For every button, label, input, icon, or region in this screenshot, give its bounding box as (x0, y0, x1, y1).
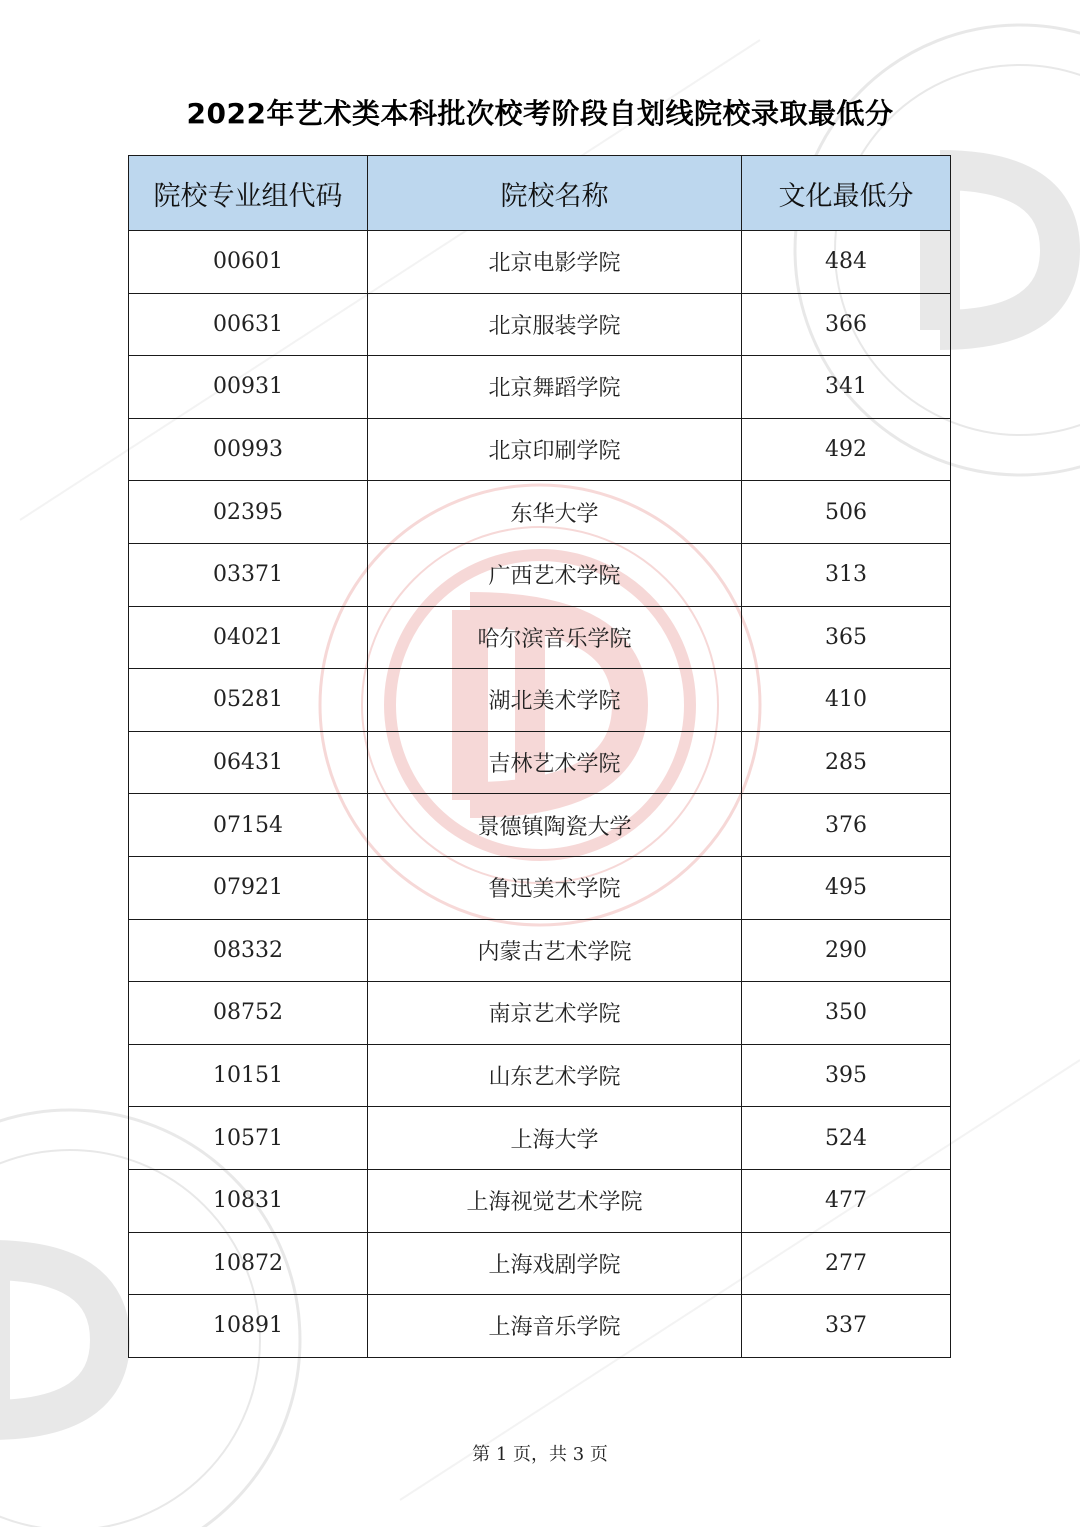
cell-code: 10151 (129, 1044, 368, 1107)
cell-score: 376 (742, 794, 951, 857)
cell-code: 03371 (129, 543, 368, 606)
cell-code: 00931 (129, 356, 368, 419)
table-row (129, 1044, 951, 1107)
cell-name: 景德镇陶瓷大学 (368, 794, 742, 857)
cell-score: 524 (742, 1107, 951, 1170)
cell-score: 313 (742, 543, 951, 606)
cell-name: 南京艺术学院 (368, 982, 742, 1045)
cell-score: 410 (742, 669, 951, 732)
cell-code: 10831 (129, 1169, 368, 1232)
table-row (129, 669, 951, 732)
cell-code: 10872 (129, 1232, 368, 1295)
cell-code: 00601 (129, 231, 368, 294)
header-name: 院校名称 (368, 156, 742, 231)
table-row (129, 418, 951, 481)
header-code: 院校专业组代码 (129, 156, 368, 231)
header-score: 文化最低分 (742, 156, 951, 231)
cell-code: 02395 (129, 481, 368, 544)
table-row (129, 919, 951, 982)
cell-name: 上海戏剧学院 (368, 1232, 742, 1295)
cell-code: 08752 (129, 982, 368, 1045)
cell-score: 285 (742, 731, 951, 794)
admission-score-table (128, 155, 951, 1358)
table-row (129, 1169, 951, 1232)
cell-score: 484 (742, 231, 951, 294)
cell-score: 365 (742, 606, 951, 669)
table-row (129, 1232, 951, 1295)
cell-score: 277 (742, 1232, 951, 1295)
table-row (129, 356, 951, 419)
cell-score: 337 (742, 1295, 951, 1358)
cell-name: 东华大学 (368, 481, 742, 544)
cell-code: 10571 (129, 1107, 368, 1170)
cell-code: 00631 (129, 293, 368, 356)
cell-name: 上海视觉艺术学院 (368, 1169, 742, 1232)
cell-score: 495 (742, 856, 951, 919)
cell-score: 492 (742, 418, 951, 481)
table-row (129, 543, 951, 606)
cell-name: 北京印刷学院 (368, 418, 742, 481)
cell-score: 290 (742, 919, 951, 982)
cell-name: 内蒙古艺术学院 (368, 919, 742, 982)
cell-code: 04021 (129, 606, 368, 669)
page-title: 2022年艺术类本科批次校考阶段自划线院校录取最低分 (186, 97, 894, 130)
cell-name: 广西艺术学院 (368, 543, 742, 606)
cell-score: 477 (742, 1169, 951, 1232)
table-row (129, 856, 951, 919)
table-row (129, 794, 951, 857)
cell-code: 08332 (129, 919, 368, 982)
cell-name: 山东艺术学院 (368, 1044, 742, 1107)
table-row (129, 481, 951, 544)
table-row (129, 231, 951, 294)
table-row (129, 982, 951, 1045)
cell-name: 北京舞蹈学院 (368, 356, 742, 419)
cell-score: 350 (742, 982, 951, 1045)
cell-name: 湖北美术学院 (368, 669, 742, 732)
cell-score: 341 (742, 356, 951, 419)
table-row (129, 293, 951, 356)
table-header-row (129, 156, 951, 231)
cell-code: 07921 (129, 856, 368, 919)
cell-code: 00993 (129, 418, 368, 481)
cell-name: 上海音乐学院 (368, 1295, 742, 1358)
cell-name: 鲁迅美术学院 (368, 856, 742, 919)
cell-score: 366 (742, 293, 951, 356)
cell-score: 506 (742, 481, 951, 544)
table-row (129, 606, 951, 669)
cell-code: 10891 (129, 1295, 368, 1358)
cell-name: 上海大学 (368, 1107, 742, 1170)
page-footer: 第 1 页，共 3 页 (472, 1444, 608, 1465)
table-row (129, 731, 951, 794)
cell-code: 07154 (129, 794, 368, 857)
table-row (129, 1295, 951, 1358)
cell-code: 05281 (129, 669, 368, 732)
cell-name: 北京电影学院 (368, 231, 742, 294)
cell-name: 北京服装学院 (368, 293, 742, 356)
table-row (129, 1107, 951, 1170)
cell-name: 吉林艺术学院 (368, 731, 742, 794)
cell-score: 395 (742, 1044, 951, 1107)
cell-code: 06431 (129, 731, 368, 794)
cell-name: 哈尔滨音乐学院 (368, 606, 742, 669)
